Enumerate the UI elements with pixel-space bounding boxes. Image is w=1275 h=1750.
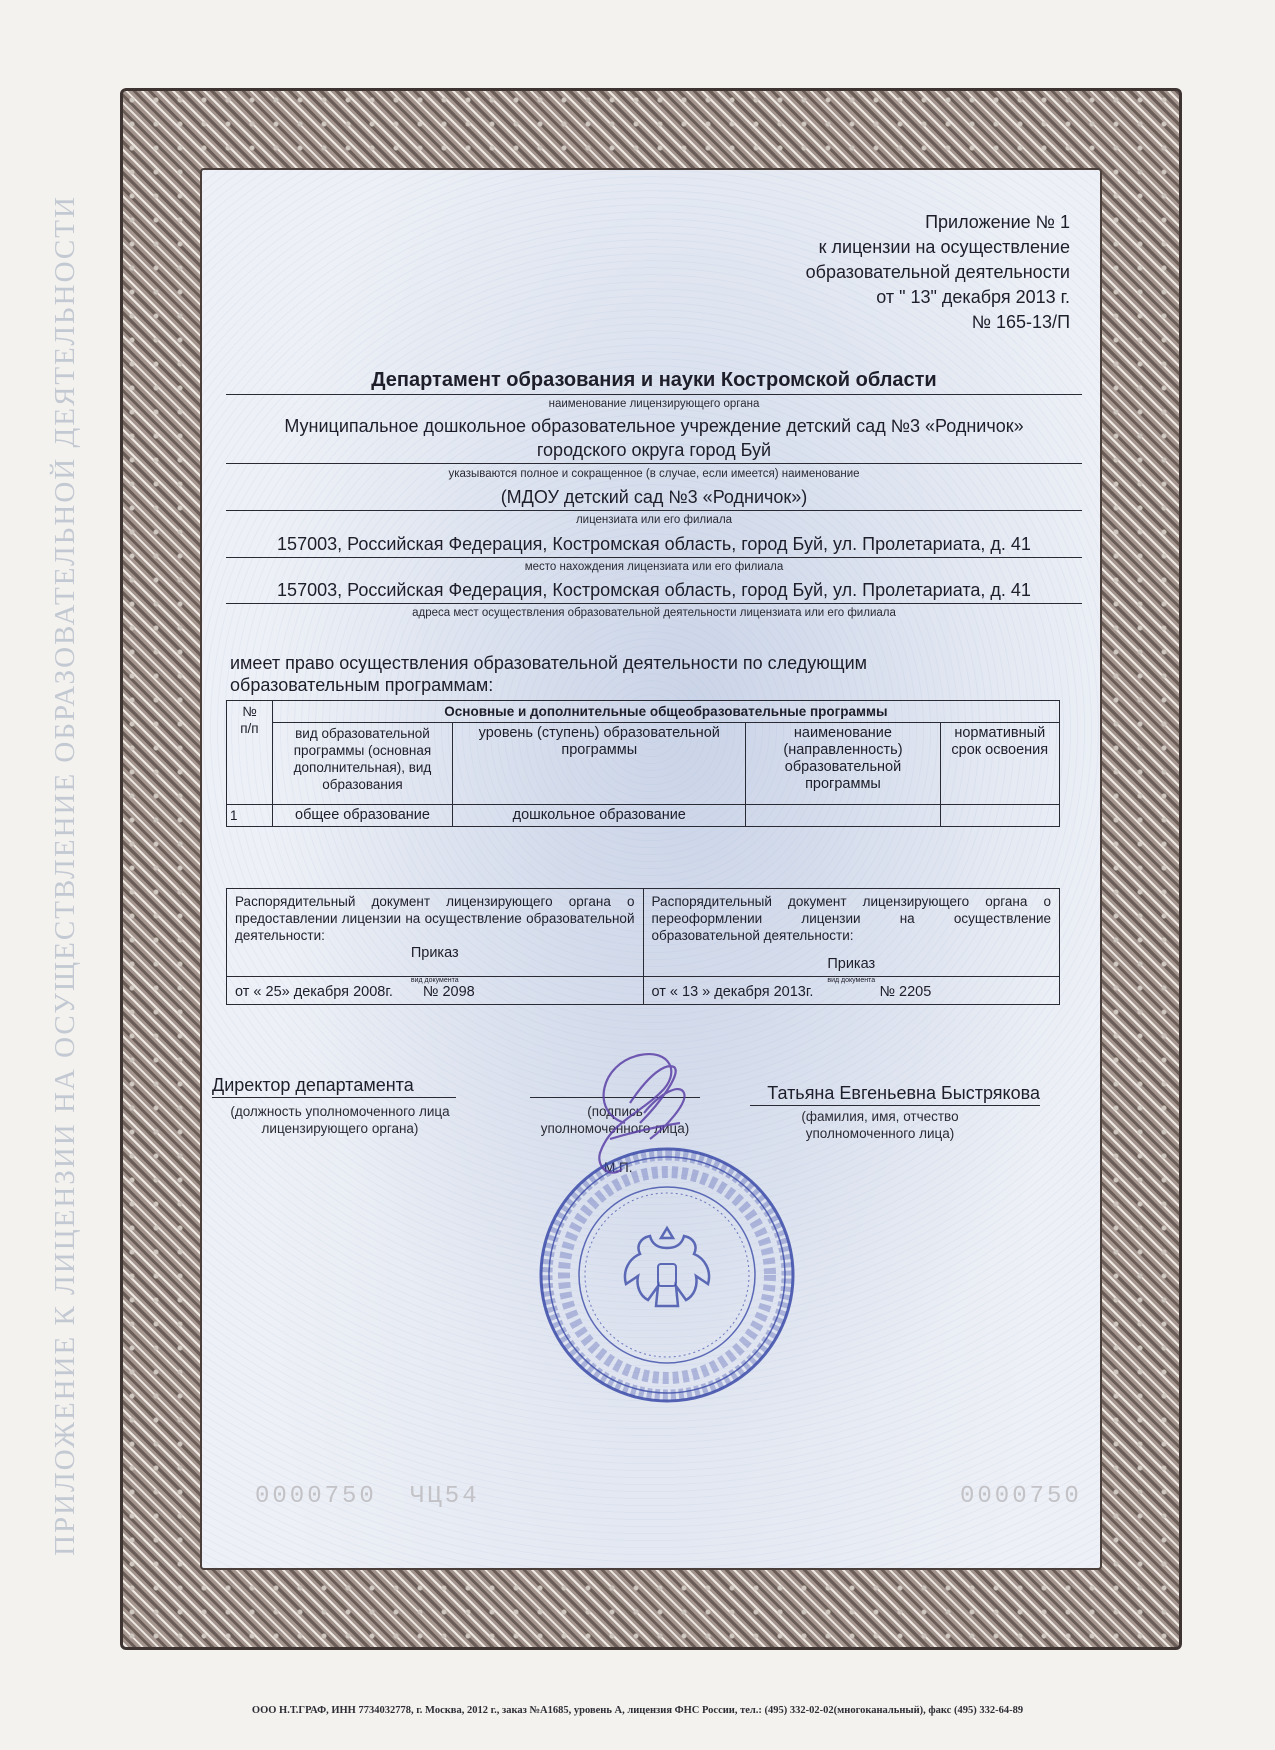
- printer-footer: ООО Н.Т.ГРАФ, ИНН 7734032778, г. Москва, 2012 г., заказ №А1685, уровень А, лицензия ФНС России, тел.: (495) 332-02-02(многоканальный), факс (495) 332-64-89: [251, 1705, 1024, 1716]
- licensing-body: Департамент образования и науки Костромской области: [226, 369, 1082, 395]
- licensee-caption-3: место нахождения лицензиата или его филиала: [524, 561, 784, 573]
- reissue-order-date: от « 13 » декабря 2013г.: [651, 984, 814, 1000]
- licensee-caption-4: адреса мест осуществления образовательной деятельности лицензиата или его филиала: [412, 607, 896, 619]
- appendix-to-license: к лицензии на осуществление: [818, 237, 1070, 257]
- reissue-order-text: Распорядительный документ лицензирующего органа о переоформлении лицензии на осуществление образовательной деятельности:: [651, 894, 1051, 943]
- licensee-full-name-1: Муниципальное дошкольное образовательное учреждение детский сад №3 «Родничок»: [284, 416, 1024, 436]
- reissue-order-caption: вид документа: [827, 977, 876, 984]
- licensee-caption-2: лицензиата или его филиала: [575, 514, 733, 526]
- handwritten-signature: [570, 1043, 700, 1193]
- seal-place-label: М.П.: [604, 1160, 633, 1175]
- appendix-date: от " 13" декабря 2013 г.: [876, 287, 1070, 307]
- reissue-order-cell: [643, 889, 1060, 977]
- side-title-text: ПРИЛОЖЕНИЕ К ЛИЦЕНЗИИ НА ОСУЩЕСТВЛЕНИЕ ОБРАЗОВАТЕЛЬНОЙ ДЕЯТЕЛЬНОСТИ: [48, 194, 81, 1556]
- appendix-license-number: № 165-13/П: [971, 312, 1070, 332]
- reissue-order-number: № 2205: [879, 984, 932, 1000]
- grant-order-cell: [227, 889, 644, 977]
- position-caption-1: (должность уполномоченного лица: [230, 1104, 450, 1119]
- grant-order-text: Распорядительный документ лицензирующего органа о предоставлении лицензии на осуществление образовательной деятельности:: [235, 894, 635, 943]
- row-term: [940, 805, 1059, 827]
- row-num: 1: [227, 805, 273, 827]
- right-statement: [230, 652, 1060, 696]
- grant-order-date: от « 25» декабря 2008г.: [235, 984, 393, 1000]
- licensee-caption-1: указываются полное и сокращенное (в случае, если имеется) наименование: [448, 468, 860, 480]
- reissue-order-date-cell: [643, 977, 1060, 1005]
- grant-order-caption: вид документа: [410, 977, 459, 984]
- orders-table: [226, 888, 1060, 1005]
- signatory-name: Татьяна Евгеньевна Быстрякова: [750, 1083, 1040, 1106]
- serial-number-1: 0000750: [255, 1483, 377, 1510]
- licensee-short-name: (МДОУ детский сад №3 «Родничок»): [226, 487, 1082, 511]
- signatory-position-caption: [212, 1103, 468, 1137]
- signatory-name-caption: [780, 1108, 980, 1142]
- serial-number-2: ЧЦ54: [410, 1483, 480, 1510]
- reissue-order-type: Приказ: [827, 956, 876, 972]
- sign-caption-2: уполномоченного лица): [540, 1121, 690, 1136]
- right-statement-line-1: имеет право осуществления образовательной деятельности по следующим: [230, 653, 868, 673]
- row-type: общее образование: [272, 805, 452, 827]
- num-subheader: п/п: [240, 721, 259, 736]
- grant-order-number: № 2098: [422, 984, 475, 1000]
- signatory-position: Директор департамента: [212, 1075, 456, 1098]
- licensing-body-caption: наименование лицензирующего органа: [548, 398, 760, 410]
- licensee-location: 157003, Российская Федерация, Костромская область, город Буй, ул. Пролетариата, д. 41: [226, 534, 1082, 558]
- licensee-full-name-2: городского округа город Буй: [226, 440, 1082, 464]
- appendix-number: Приложение № 1: [925, 212, 1070, 232]
- num-header-cell: [227, 701, 273, 805]
- right-statement-line-2: образовательным программам:: [230, 675, 494, 695]
- grant-order-date-cell: [227, 977, 644, 1005]
- activity-address: 157003, Российская Федерация, Костромская область, город Буй, ул. Пролетариата, д. 41: [226, 580, 1082, 604]
- position-caption-2: лицензирующего органа): [261, 1121, 419, 1136]
- col-term-header: нормативный срок освоения: [940, 723, 1059, 805]
- table-row: [227, 805, 1060, 827]
- programs-table: [226, 700, 1060, 827]
- appendix-header: [700, 210, 1070, 335]
- col-level-header: уровень (ступень) образовательной программы: [453, 723, 746, 805]
- row-name: [746, 805, 940, 827]
- name-caption-1: (фамилия, имя, отчество: [801, 1109, 959, 1124]
- eagle-emblem-icon: [612, 1218, 722, 1328]
- serial-number-3: 0000750: [960, 1483, 1082, 1510]
- group-header: Основные и дополнительные общеобразовательные программы: [272, 701, 1059, 723]
- appendix-activity: образовательной деятельности: [805, 262, 1070, 282]
- col-type-header: вид образовательной программы (основная дополнительная), вид образования: [272, 723, 452, 805]
- row-level: дошкольное образование: [453, 805, 746, 827]
- col-name-header: наименование (направленность) образовательной программы: [746, 723, 940, 805]
- num-header: №: [242, 704, 257, 719]
- sign-caption-1: (подпись: [587, 1104, 643, 1119]
- grant-order-type: Приказ: [410, 945, 459, 961]
- name-caption-2: уполномоченного лица): [805, 1126, 955, 1141]
